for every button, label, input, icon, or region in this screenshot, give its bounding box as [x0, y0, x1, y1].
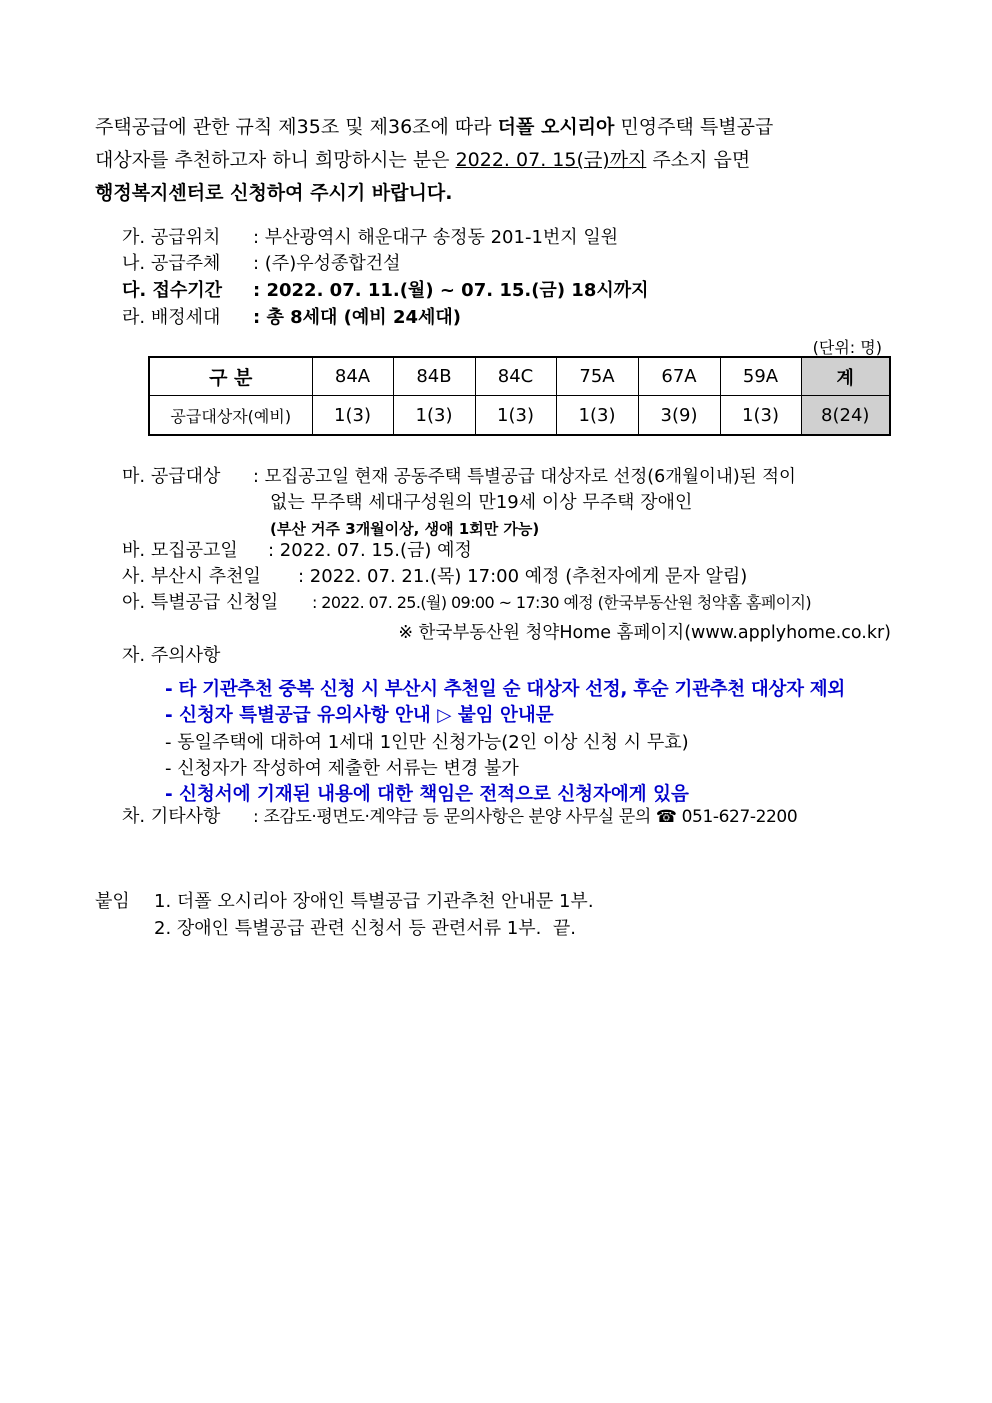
item-location [122, 227, 882, 249]
item-value: : 2022. 07. 21.(목) 17:00 예정 (추천자에게 문자 알림) [298, 566, 748, 587]
item-period [122, 280, 882, 302]
item-target [122, 466, 902, 536]
table-header-cell: 59A [720, 357, 801, 396]
attachment-label: 붙임 [95, 891, 130, 912]
attachment-2 [154, 914, 576, 940]
item-value: : (주)우성종합건설 [253, 253, 401, 274]
item-label: 마. 공급대상 [122, 466, 221, 487]
item-value: 없는 무주택 세대구성원의 만19세 이상 무주택 장애인 [270, 492, 693, 513]
item-label: 나. 공급주체 [122, 253, 221, 274]
item-label: 다. 접수기간 [122, 280, 223, 301]
intro-text: 주택공급에 관한 규칙 제35조 및 제36조에 따라 [95, 116, 498, 138]
table-cell: 3(9) [638, 396, 720, 436]
table-header-cell: 구 분 [149, 357, 312, 396]
table-header-cell: 67A [638, 357, 720, 396]
intro-line-3: 행정복지센터로 신청하여 주시기 바랍니다. [95, 182, 453, 204]
item-announce [122, 540, 882, 562]
table-cell: 1(3) [312, 396, 393, 436]
caution-4: - 신청자가 작성하여 제출한 서류는 변경 불가 [165, 758, 519, 779]
table-cell: 1(3) [393, 396, 475, 436]
intro-line-1 [95, 116, 773, 139]
item-value: : 총 8세대 (예비 24세대) [253, 307, 462, 328]
item-apply-date [122, 592, 897, 614]
item-value: : 모집공고일 현재 공동주택 특별공급 대상자로 선정(6개월이내)된 적이 [253, 467, 796, 487]
allocation-table [148, 356, 891, 436]
item-label: 사. 부산시 추천일 [122, 566, 261, 587]
item-value: : 2022. 07. 25.(월) 09:00 ~ 17:30 예정 (한국부동산원 청약홈 홈페이지) [312, 593, 812, 612]
table-cell: 1(3) [475, 396, 556, 436]
deadline: 2022. 07. 15(금)까지 [455, 149, 647, 171]
item-value-line [253, 806, 797, 828]
intro-text: 주소지 읍면 [646, 149, 751, 171]
table-header-cell: 84A [312, 357, 393, 396]
table-unit: (단위: 명) [812, 338, 882, 357]
attachment-text: 2. 장애인 특별공급 관련 신청서 등 관련서류 1부. [154, 918, 542, 939]
item-value: : 2022. 07. 11.(월) ~ 07. 15.(금) 18시까지 [253, 280, 649, 301]
item-label: 가. 공급위치 [122, 227, 221, 248]
attachment-1: 1. 더폴 오시리아 장애인 특별공급 기관추천 안내문 1부. [154, 891, 594, 912]
caution-3: - 동일주택에 대하여 1세대 1인만 신청가능(2인 이상 신청 시 무효) [165, 732, 689, 753]
item-value: : 조감도·평면도·계약금 등 문의사항은 분양 사무실 문의 [253, 807, 651, 827]
item-label: 바. 모집공고일 [122, 540, 238, 561]
end-mark: 끝. [552, 918, 576, 939]
table-row [149, 396, 890, 436]
item-etc [122, 806, 897, 828]
table-cell: 공급대상자(예비) [149, 396, 312, 436]
item-caution [122, 645, 220, 667]
intro-text: 대상자를 추천하고자 하니 희망하시는 분은 [95, 149, 456, 171]
caution-1: - 타 기관추천 중복 신청 시 부산시 추천일 순 대상자 선정, 후순 기관추천 대상자 제외 [165, 679, 845, 700]
item-value-note: (부산 거주 3개월이상, 생애 1회만 가능) [270, 520, 540, 538]
item-label: 차. 기타사항 [122, 806, 221, 827]
table-cell: 1(3) [720, 396, 801, 436]
item-label: 아. 특별공급 신청일 [122, 592, 279, 613]
item-value: : 부산광역시 해운대구 송정동 201-1번지 일원 [253, 227, 619, 248]
table-header-cell: 75A [556, 357, 638, 396]
applyhome-note: ※ 한국부동산원 청약Home 홈페이지(www.applyhome.co.kr) [398, 623, 891, 643]
item-recommend-date [122, 566, 882, 588]
item-supplier [122, 253, 882, 275]
table-header-cell: 84C [475, 357, 556, 396]
table-cell: 1(3) [556, 396, 638, 436]
item-value: : 2022. 07. 15.(금) 예정 [268, 540, 472, 561]
table-header-cell: 계 [801, 357, 890, 396]
intro-line-2 [95, 149, 750, 172]
item-label: 라. 배정세대 [122, 307, 221, 328]
intro-text: 민영주택 특별공급 [614, 116, 774, 138]
item-label: 자. 주의사항 [122, 645, 221, 666]
table-cell: 8(24) [801, 396, 890, 436]
caution-2: - 신청자 특별공급 유의사항 안내 ▷ 붙임 안내문 [165, 705, 554, 726]
table-header-cell: 84B [393, 357, 475, 396]
phone-number: ☎ 051-627-2200 [655, 807, 798, 827]
item-allocation [122, 307, 882, 329]
project-name: 더폴 오시리아 [497, 116, 615, 138]
caution-5: - 신청서에 기재된 내용에 대한 책임은 전적으로 신청자에게 있음 [165, 784, 689, 805]
table-header-row [149, 357, 890, 396]
